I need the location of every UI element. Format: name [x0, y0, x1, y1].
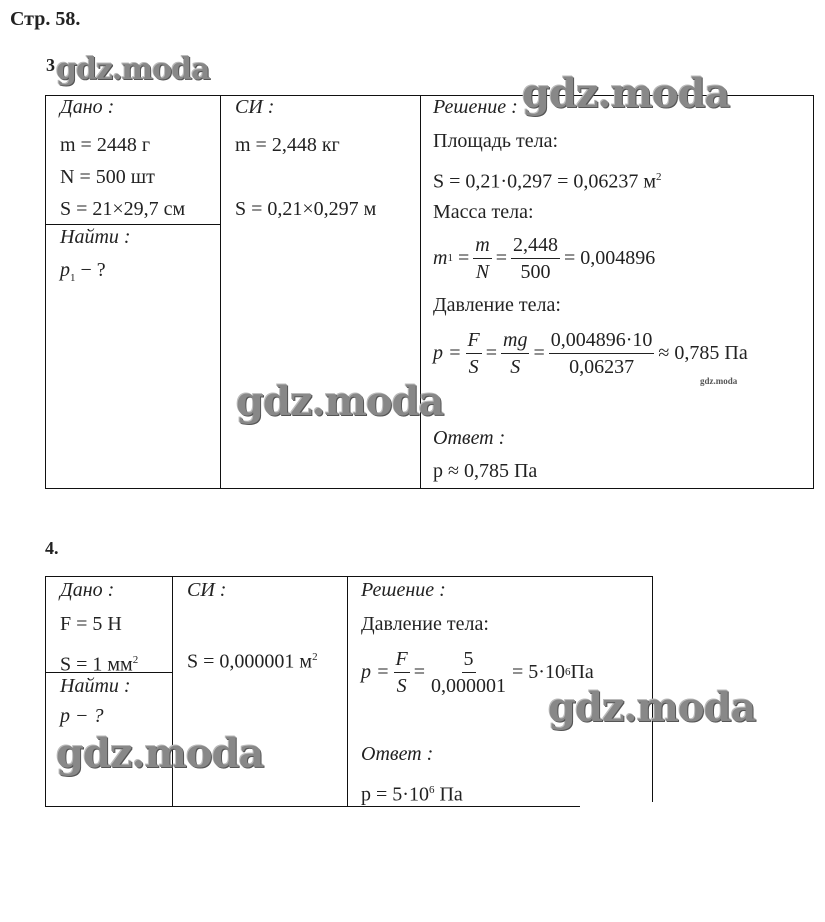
si-area: S = 0,000001 $м^2$ [187, 650, 318, 673]
watermark: gdz.moda [548, 684, 756, 731]
given-area: S = 1 $мм^2$ [60, 653, 139, 676]
page-title: Стр. 58. [10, 8, 81, 30]
si-area: S = 0,21×0,297 м [235, 198, 377, 220]
mass-formula: m 1 = m N = $\frac{2,448}{500}$ = 0,004896 [433, 233, 656, 283]
find-line: $p_1$ − ? [60, 259, 106, 284]
watermark: gdz.moda [236, 378, 444, 425]
area-label: Площадь тела: [433, 130, 559, 152]
given-mass: m = 2448 г [60, 134, 151, 156]
si-header: СИ : [235, 96, 275, 118]
answer-value: p ≈ 0,785 Па [433, 460, 538, 482]
pressure-formula: p = $\frac{F}{S}$ = mg S = $\frac{0,004896\cdot 10}{0,06237}$ ≈ 0,785 Па [433, 328, 748, 378]
task3-number: 3 [46, 55, 55, 75]
watermark: gdz.moda [56, 52, 210, 87]
watermark-small: gdz.moda [700, 376, 738, 386]
answer-value: $p = 5\cdot 10^6$ Па [361, 783, 463, 806]
area-formula: S = 0,21·0,297 = 0,06237 $м^2$ [433, 170, 662, 193]
task4-number: 4. [45, 538, 59, 558]
find-header: Найти : [60, 226, 131, 248]
pressure-label: Давление тела: [361, 613, 489, 635]
given-header: Дано : [60, 579, 115, 601]
pressure-label: Давление тела: [433, 294, 561, 316]
pressure-formula: p = $\frac{F}{S}$ = $\frac{5}{0,000001}$ = 5·10 6 Па [361, 647, 594, 697]
given-header: Дано : [60, 96, 115, 118]
find-line: p − ? [60, 705, 104, 727]
solution-header: Решение : [361, 579, 446, 601]
answer-header: Ответ : [361, 743, 434, 765]
si-mass: m = 2,448 кг [235, 134, 340, 156]
watermark: gdz.moda [56, 730, 264, 777]
mass-label: Масса тела: [433, 201, 534, 223]
watermark: gdz.moda [522, 70, 730, 117]
given-count: N = 500 шт [60, 166, 155, 188]
answer-header: Ответ : [433, 427, 506, 449]
given-force: F = 5 Н [60, 613, 122, 635]
find-header: Найти : [60, 675, 131, 697]
given-area: S = 21×29,7 см [60, 198, 186, 220]
solution-header: Решение : [433, 96, 518, 118]
si-header: СИ : [187, 579, 227, 601]
